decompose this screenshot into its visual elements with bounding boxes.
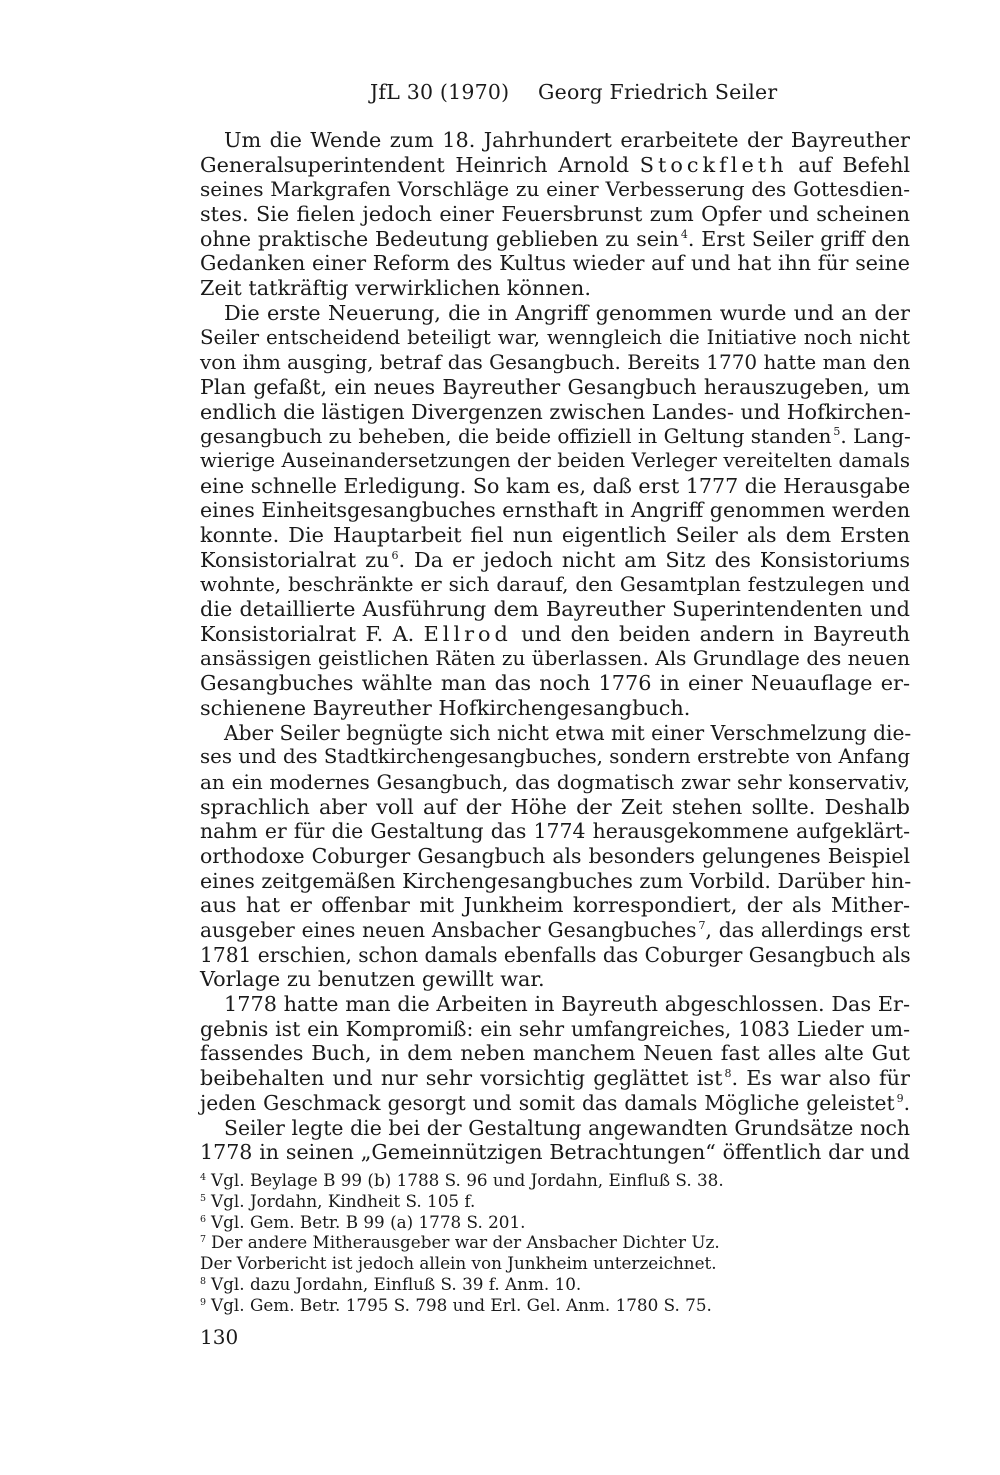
- text-run: seines Markgrafen Vorschläge zu einer Verbesserung des Gottesdien-: [200, 177, 910, 202]
- text-line: [200, 597, 910, 622]
- footnote-number: 9: [200, 1296, 207, 1308]
- text-line: [200, 622, 910, 647]
- footnote-marker: 7: [698, 919, 706, 932]
- text-line: [200, 1066, 910, 1091]
- footnote-text: Vgl. Gem. Betr. 1795 S. 798 und Erl. Gel. Anm. 1780 S. 75.: [211, 1294, 712, 1315]
- paragraph: [200, 721, 910, 993]
- text-line: [200, 671, 910, 696]
- text-run: schienene Bayreuther Hofkirchengesangbuch.: [200, 695, 691, 720]
- text-run: gesangbuch zu beheben, die beide offiziell in Geltung standen: [200, 424, 832, 449]
- text-run: sprachlich aber voll auf der Höhe der Zeit stehen sollte. Deshalb: [200, 794, 910, 819]
- text-line: [200, 1116, 910, 1141]
- footnote-line: [200, 1232, 820, 1253]
- text-run: konnte. Die Hauptarbeit fiel nun eigentlich Seiler als dem Ersten: [200, 523, 910, 547]
- spaced-name: Ellrod: [423, 621, 512, 646]
- text-line: [200, 918, 910, 943]
- text-run: Vorlage zu benutzen gewillt war.: [200, 967, 545, 992]
- footnote-marker: 6: [391, 548, 399, 562]
- text-run: jeden Geschmack gesorgt und somit das damals Mögliche geleistet: [200, 1090, 895, 1115]
- text-run: .: [903, 1090, 910, 1115]
- footnote-number: 5: [200, 1192, 207, 1204]
- footnote-line: [200, 1212, 820, 1233]
- text-run: orthodoxe Coburger Gesangbuch als besonders gelungenes Beispiel: [200, 843, 910, 868]
- footnotes: [200, 1170, 820, 1316]
- text-line: [200, 449, 910, 474]
- paragraph: [200, 992, 910, 1115]
- text-line: [200, 795, 910, 820]
- text-line: [200, 177, 910, 202]
- text-line: [200, 326, 910, 351]
- text-line: [200, 276, 910, 301]
- text-line: [200, 1041, 910, 1066]
- text-run: endlich die lästigen Divergenzen zwischen Landes- und Hofkirchen-: [200, 399, 911, 424]
- text-run: wohnte, beschränkte er sich darauf, den Gesamtplan festzulegen und: [200, 572, 910, 597]
- footnote-marker: 9: [896, 1091, 904, 1105]
- text-line: [200, 548, 910, 573]
- footnote-line: [200, 1253, 820, 1274]
- text-run: 1778 hatte man die Arbeiten in Bayreuth abgeschlossen. Das Er-: [224, 992, 910, 1017]
- text-run: . Es war also für: [731, 1066, 911, 1091]
- text-run: ses und des Stadtkirchengesangbuches, sondern erstrebte von Anfang: [200, 745, 910, 769]
- footnote-line: [200, 1170, 820, 1191]
- text-run: . Lang-: [840, 424, 911, 449]
- footnote-text: Vgl. dazu Jordahn, Einfluß S. 39 f. Anm. 10.: [211, 1273, 582, 1294]
- text-line: [200, 227, 910, 252]
- text-run: beibehalten und nur sehr vorsichtig geglättet ist: [200, 1066, 723, 1091]
- text-run: Seiler entscheidend beteiligt war, wenngleich die Initiative noch nicht: [200, 325, 910, 349]
- text-run: Gesangbuches wählte man das noch 1776 in einer Neuauflage er-: [200, 671, 910, 696]
- text-line: [200, 202, 910, 227]
- text-run: wierige Auseinandersetzungen der beiden Verleger vereitelten damals: [200, 448, 910, 472]
- text-line: [200, 869, 910, 894]
- text-run: Seiler legte die bei der Gestaltung angewandten Grundsätze noch: [224, 1115, 910, 1140]
- footnote-text: Der Vorbericht ist jedoch allein von Junkheim unterzeichnet.: [200, 1253, 717, 1274]
- text-line: [200, 128, 910, 153]
- text-run: gebnis ist ein Kompromiß: ein sehr umfangreiches, 1083 Lieder um-: [200, 1016, 910, 1041]
- footnote-marker: 8: [724, 1067, 732, 1081]
- text-line: [200, 424, 910, 449]
- text-run: nahm er für die Gestaltung das 1774 herausgekommene aufgeklärt-: [200, 819, 910, 844]
- footnote-text: Der andere Mitherausgeber war der Ansbacher Dichter Uz.: [211, 1232, 720, 1253]
- text-line: [200, 572, 910, 597]
- paragraph: [200, 128, 910, 301]
- text-run: und den beiden andern in Bayreuth: [511, 621, 911, 646]
- text-run: eines zeitgemäßen Kirchengesangbuches zum Vorbild. Darüber hin-: [200, 868, 912, 893]
- footnote-number: 8: [200, 1275, 207, 1287]
- paragraph: [200, 301, 910, 721]
- text-line: [200, 1091, 910, 1116]
- page-number: 130: [200, 1325, 239, 1349]
- footnote-line: [200, 1191, 820, 1212]
- text-line: [200, 301, 910, 326]
- text-run: Konsistorialrat zu: [200, 547, 390, 572]
- text-run: ausgeber eines neuen Ansbacher Gesangbuches: [200, 918, 697, 942]
- text-run: 1781 erschien, schon damals ebenfalls das Coburger Gesangbuch als: [200, 942, 911, 967]
- text-run: Plan gefaßt, ein neues Bayreuther Gesangbuch herauszugeben, um: [200, 374, 910, 399]
- text-line: [200, 721, 910, 746]
- journal-reference: JfL 30 (1970): [370, 80, 510, 104]
- text-line: [200, 1140, 910, 1165]
- text-run: von ihm ausging, betraf das Gesangbuch. Bereits 1770 hatte man den: [200, 350, 911, 375]
- text-run: ansässigen geistlichen Räten zu überlassen. Als Grundlage des neuen: [200, 646, 910, 671]
- text-run: fassendes Buch, in dem neben manchem Neuen fast alles alte Gut: [200, 1041, 910, 1066]
- text-line: [200, 967, 910, 992]
- footnote-text: Vgl. Jordahn, Kindheit S. 105 f.: [211, 1190, 476, 1211]
- footnote-number: 6: [200, 1213, 207, 1225]
- text-line: [200, 498, 910, 523]
- text-run: . Erst Seiler griff den: [687, 226, 910, 251]
- text-line: [200, 893, 910, 918]
- text-line: [200, 350, 910, 375]
- footnote-line: [200, 1274, 820, 1295]
- text-line: [200, 400, 910, 425]
- text-run: die detaillierte Ausführung dem Bayreuther Superintendenten und: [200, 597, 910, 622]
- text-run: auf Befehl: [787, 152, 910, 177]
- footnote-line: [200, 1295, 820, 1316]
- text-run: Aber Seiler begnügte sich nicht etwa mit einer Verschmelzung die-: [224, 720, 912, 745]
- text-run: eine schnelle Erledigung. So kam es, daß erst 1777 die Herausgabe: [200, 473, 911, 498]
- text-run: aus hat er offenbar mit Junkheim korrespondiert, der als Mither-: [200, 893, 910, 918]
- text-run: Konsistorialrat F. A.: [200, 621, 424, 646]
- footnote-number: 7: [200, 1234, 207, 1246]
- text-run: stes. Sie fielen jedoch einer Feuersbrunst zum Opfer und scheinen: [200, 202, 910, 227]
- text-line: [200, 251, 910, 276]
- text-run: Generalsuperintendent Heinrich Arnold: [200, 152, 640, 177]
- article-title: Georg Friedrich Seiler: [538, 80, 778, 104]
- footnote-marker: 5: [833, 425, 841, 439]
- text-line: [200, 1017, 910, 1042]
- text-line: [200, 375, 910, 400]
- footnote-number: 4: [200, 1172, 207, 1183]
- spaced-name: Stockfleth: [639, 152, 788, 177]
- text-line: [200, 153, 910, 178]
- text-run: Gedanken einer Reform des Kultus wieder auf und hat ihn für seine: [200, 251, 910, 276]
- text-line: [200, 770, 910, 795]
- text-run: Zeit tatkräftig verwirklichen können.: [200, 276, 591, 301]
- text-line: [200, 646, 910, 671]
- paragraph: [200, 1116, 910, 1165]
- text-line: [200, 696, 910, 721]
- text-line: [200, 844, 910, 869]
- footnote-marker: 4: [680, 227, 688, 241]
- running-head: [370, 80, 777, 104]
- text-line: [200, 819, 910, 844]
- text-line: [200, 992, 910, 1017]
- body-text: [200, 128, 910, 1165]
- text-run: , das allerdings erst: [705, 918, 911, 942]
- text-run: . Da er jedoch nicht am Sitz des Konsistoriums: [398, 547, 910, 572]
- footnote-text: Vgl. Gem. Betr. B 99 (a) 1778 S. 201.: [211, 1211, 526, 1232]
- text-line: [200, 943, 910, 968]
- text-run: Die erste Neuerung, die in Angriff genommen wurde und an der: [224, 300, 910, 325]
- text-run: eines Einheitsgesangbuches ernsthaft in Angriff genommen werden: [200, 498, 911, 523]
- text-run: ohne praktische Bedeutung geblieben zu sein: [200, 226, 679, 251]
- text-line: [200, 523, 910, 548]
- text-run: 1778 in seinen „Gemeinnützigen Betrachtungen“ öffentlich dar und: [200, 1140, 910, 1165]
- text-line: [200, 474, 910, 499]
- text-line: [200, 745, 910, 770]
- text-run: an ein modernes Gesangbuch, das dogmatisch zwar sehr konservativ,: [200, 769, 910, 794]
- text-run: Um die Wende zum 18. Jahrhundert erarbeitete der Bayreuther: [224, 128, 910, 152]
- footnote-text: Vgl. Beylage B 99 (b) 1788 S. 96 und Jordahn, Einfluß S. 38.: [211, 1170, 724, 1190]
